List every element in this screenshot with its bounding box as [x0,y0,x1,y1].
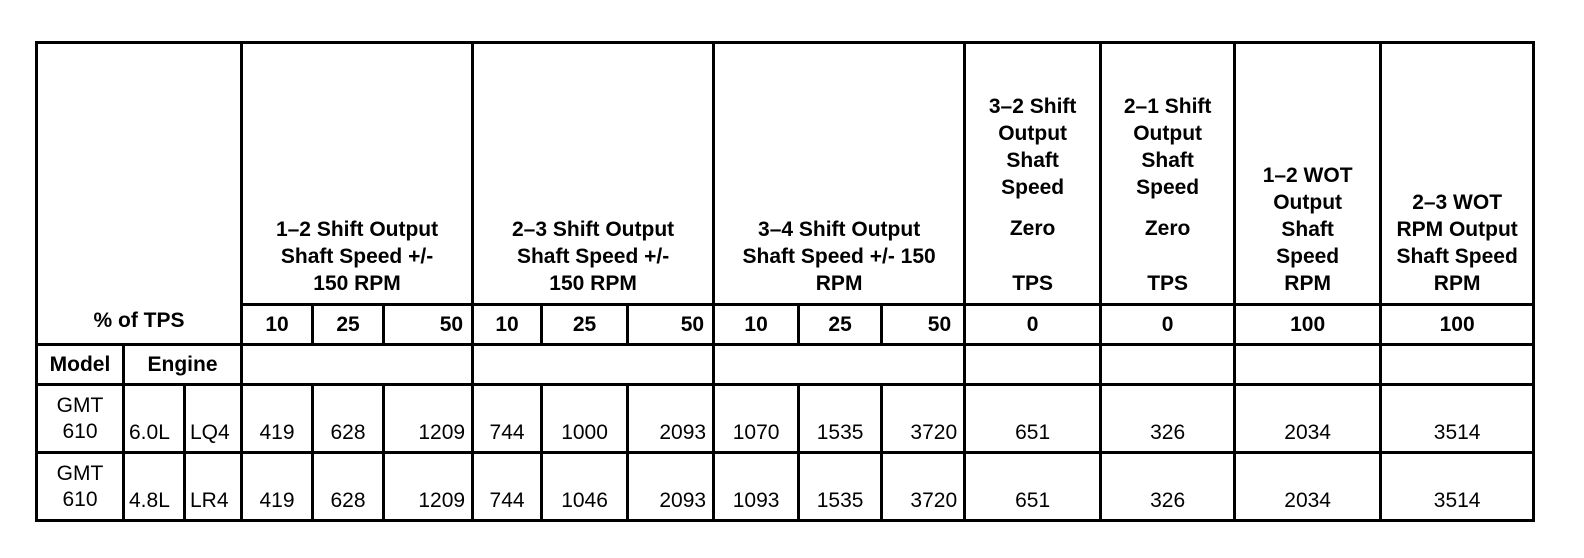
header-wot-2-3: 2–3 WOT RPM Output Shaft Speed RPM [1381,43,1534,305]
tps-value: 0 [1101,305,1235,345]
engine-cell: LQ4 [185,385,242,453]
value-cell: 1093 [714,453,799,521]
tps-value: 0 [965,305,1101,345]
tps-value: 10 [714,305,799,345]
engine-cell: LR4 [185,453,242,521]
header-shift-2-1: 2–1 Shift Output Shaft Speed Zero TPS [1101,43,1235,305]
value-cell: 744 [473,453,542,521]
empty-cell [242,345,473,385]
header-wot-1-2: 1–2 WOT Output Shaft Speed RPM [1235,43,1381,305]
value-cell: 1070 [714,385,799,453]
value-cell: 651 [965,453,1101,521]
model-cell: GMT 610 [37,453,124,521]
tps-label-cell [37,43,242,345]
value-cell: 419 [242,385,313,453]
value-cell: 1046 [542,453,628,521]
value-cell: 2093 [628,385,714,453]
header-shift-1-2: 1–2 Shift Output Shaft Speed +/- 150 RPM [242,43,473,305]
tps-value: 50 [384,305,473,345]
value-cell: 2034 [1235,385,1381,453]
value-cell: 326 [1101,385,1235,453]
value-cell: 628 [313,453,384,521]
empty-cell [1235,345,1381,385]
engine-label: Engine [124,345,242,385]
value-cell: 3514 [1381,453,1534,521]
tps-value: 25 [313,305,384,345]
empty-cell [1381,345,1534,385]
value-cell: 419 [242,453,313,521]
empty-cell [965,345,1101,385]
value-cell: 3720 [882,385,965,453]
displacement-cell: 6.0L [124,385,185,453]
value-cell: 1535 [799,385,882,453]
model-cell: GMT 610 [37,385,124,453]
shift-speed-table [35,41,1535,522]
table-row [37,385,1534,453]
tps-value: 50 [628,305,714,345]
value-cell: 1535 [799,453,882,521]
table-row [37,453,1534,521]
value-cell: 326 [1101,453,1235,521]
value-cell: 651 [965,385,1101,453]
tps-value: 100 [1235,305,1381,345]
tps-value: 25 [799,305,882,345]
model-label: Model [37,345,124,385]
value-cell: 2034 [1235,453,1381,521]
empty-cell [1101,345,1235,385]
tps-value: 10 [242,305,313,345]
empty-cell [714,345,965,385]
value-cell: 628 [313,385,384,453]
header-shift-3-4: 3–4 Shift Output Shaft Speed +/- 150 RPM [714,43,965,305]
value-cell: 3514 [1381,385,1534,453]
empty-cell [473,345,714,385]
header-shift-3-2: 3–2 Shift Output Shaft Speed Zero TPS [965,43,1101,305]
value-cell: 1000 [542,385,628,453]
header-row [37,43,1534,305]
tps-value: 50 [882,305,965,345]
tps-values-row [37,305,1534,345]
tps-value: 100 [1381,305,1534,345]
tps-value: 25 [542,305,628,345]
tps-label: % of TPS [93,309,185,332]
value-cell: 744 [473,385,542,453]
value-cell: 2093 [628,453,714,521]
value-cell: 1209 [384,385,473,453]
tps-value: 10 [473,305,542,345]
value-cell: 1209 [384,453,473,521]
displacement-cell: 4.8L [124,453,185,521]
value-cell: 3720 [882,453,965,521]
model-engine-label-row [37,345,1534,385]
header-shift-2-3: 2–3 Shift Output Shaft Speed +/- 150 RPM [473,43,714,305]
